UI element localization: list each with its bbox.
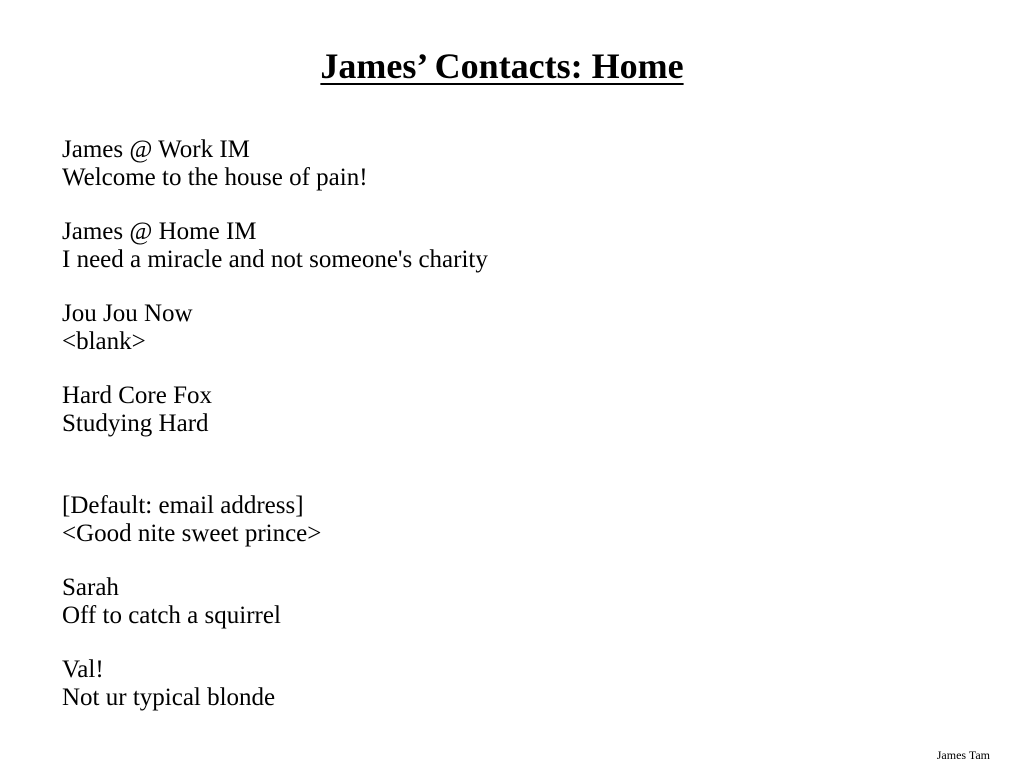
contact-list	[62, 136, 962, 712]
contact-entry	[62, 300, 962, 356]
contact-entry	[62, 574, 962, 630]
contact-entry	[62, 492, 962, 548]
contact-name: Jou Jou Now	[62, 300, 193, 327]
contact-status-message: <blank>	[62, 328, 146, 355]
contact-status-message: I need a miracle and not someone's charity	[62, 246, 488, 273]
contact-name: Val!	[62, 656, 104, 683]
contact-entry	[62, 218, 962, 274]
contact-name: [Default: email address]	[62, 492, 304, 519]
contact-entry	[62, 136, 962, 192]
contact-name: Sarah	[62, 574, 119, 601]
contact-status-message: Studying Hard	[62, 410, 209, 437]
slide-title: James’ Contacts: Home	[320, 46, 684, 86]
contact-entry	[62, 382, 962, 438]
contact-status-message: Welcome to the house of pain!	[62, 164, 368, 191]
contact-status-message: <Good nite sweet prince>	[62, 520, 322, 547]
contact-status-message: Off to catch a squirrel	[62, 602, 281, 629]
contact-entry	[62, 656, 962, 712]
contact-name: Hard Core Fox	[62, 382, 212, 409]
footer-author: James Tam	[936, 748, 990, 762]
contact-status-message: Not ur typical blonde	[62, 684, 276, 711]
contact-name: James @ Work IM	[62, 136, 250, 163]
contact-name: James @ Home IM	[62, 218, 257, 245]
